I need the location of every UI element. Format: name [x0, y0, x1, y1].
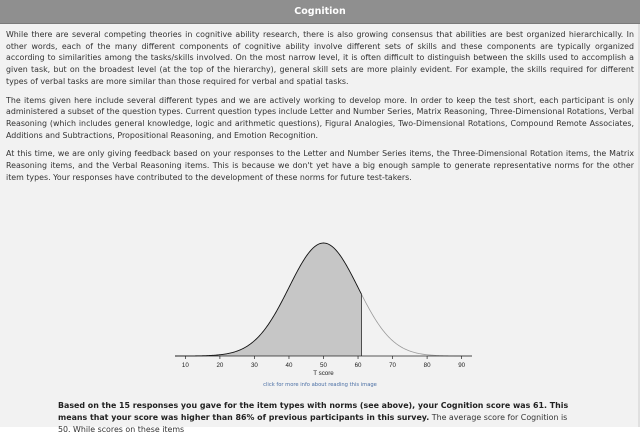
x-tick-label: 90 [458, 362, 466, 369]
x-tick-label: 70 [389, 362, 397, 369]
x-tick-label: 60 [354, 362, 362, 369]
chart-info-link[interactable]: click for more info about reading this image [263, 382, 377, 388]
item-types-paragraph: The items given here include several different types and we are actively working to develop more. In order to keep the test short, each participant is only administered a subset of the question types. Current question types include Letter and Number Series, Matrix Reasoning, Three-Dimensional Rotations, Verbal Reasoning (which includes general knowledge, logic and arithmetic questions), Figural Analogies, Two-Dimensional Rotations, Compound Remote Associates, Additions and Subtractions, Propositional Reasoning, and Emotion Recognition. [6, 95, 634, 140]
intro-paragraph: While there are several competing theories in cognitive ability research, there is also growing consensus that abilities are best organized hierarchically. In other words, each of the many different components of cognitive ability involve different sets of skills and these components are typically organized according to similarities among the tasks/skills involved. On the most narrow level, it is often difficult to distinguish between the skills used to accomplish a given task, but on the broadest level (at the top of the hierarchy), general skill sets are more plainly evident. For example, the skills required for different types of verbal tasks are more similar than those required for verbal and spatial tasks. [6, 30, 634, 86]
x-tick-label: 20 [216, 362, 224, 369]
distribution-svg[interactable] [0, 210, 640, 377]
section-title: Cognition [294, 6, 346, 17]
result-average-text: The average score for Cognition is 50. While scores on these items [58, 413, 568, 434]
result-summary [58, 400, 582, 436]
x-tick-label: 50 [320, 362, 327, 369]
result-score-text: Based on the 15 responses you gave for the item types with norms (see above), your Cognition score was 61. This means that your score was higher than 86% of previous participants in this survey. [58, 401, 569, 422]
shaded-area [175, 243, 361, 356]
x-axis-label: T score [313, 370, 334, 377]
x-tick-label: 80 [423, 362, 431, 369]
x-tick-label: 40 [285, 362, 293, 369]
x-tick-label: 30 [250, 362, 258, 369]
distribution-tail [361, 294, 472, 356]
x-tick-label: 10 [181, 362, 189, 369]
feedback-paragraph: At this time, we are only giving feedback based on your responses to the Letter and Number Series items, the Three-Dimensional Rotation items, the Matrix Reasoning items, and the Verbal Reasoning items. This is because we don't yet have a big enough sample to generate representative norms for the other item types. Your responses have contributed to the development of these norms for future test-takers. [6, 149, 634, 182]
score-distribution-chart[interactable] [0, 210, 640, 377]
section-header [0, 0, 640, 24]
